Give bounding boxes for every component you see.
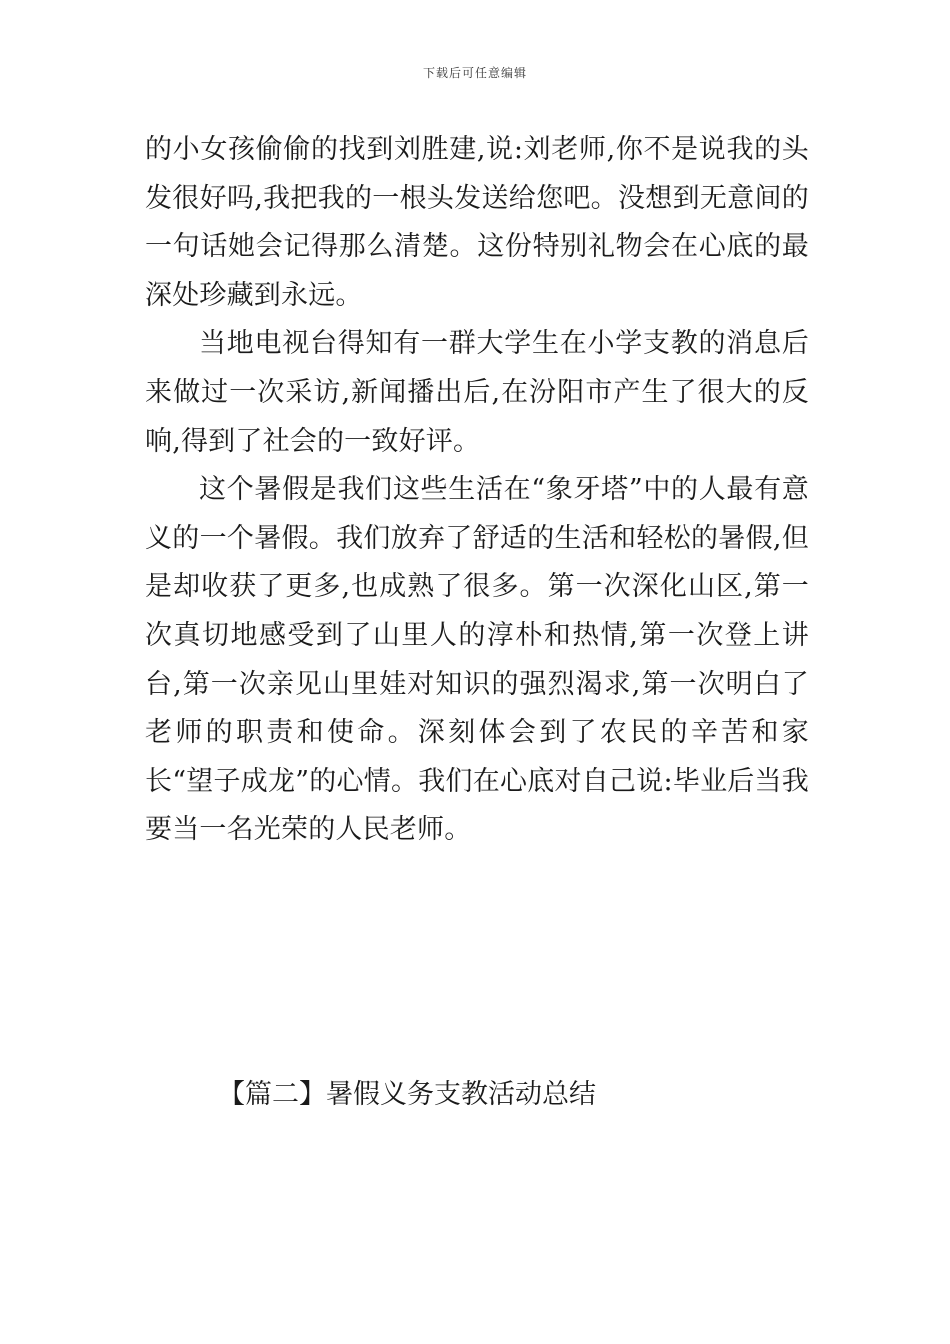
paragraph-2: 当地电视台得知有一群大学生在小学支教的消息后来做过一次采访,新闻播出后,在汾阳市产生了很大的反响,得到了社会的一致好评。 (145, 328, 809, 457)
page-header: 下载后可任意编辑 (422, 66, 527, 80)
paragraph-3: 这个暑假是我们这些生活在“象牙塔”中的人最有意义的一个暑假。我们放弃了舒适的生活和轻松的暑假,但是却收获了更多,也成熟了很多。第一次深化山区,第一次真切地感受到了山里人的淳朴和热情,第一次登上讲台,第一次亲见山里娃对知识的强烈渴求,第一次明白了老师的职责和使命。深刻体会到了农民的辛苦和家长“望子成龙”的心情。我们在心底对自己说:毕业后当我要当一名光荣的人民老师。 (145, 474, 809, 846)
section-title: 【篇二】暑假义务支教活动总结 (218, 1079, 596, 1110)
body-text (145, 126, 809, 855)
paragraph-1: 的小女孩偷偷的找到刘胜建,说:刘老师,你不是说我的头发很好吗,我把我的一根头发送给您吧。没想到无意间的一句话她会记得那么清楚。这份特别礼物会在心底的最深处珍藏到永远。 (145, 134, 809, 311)
